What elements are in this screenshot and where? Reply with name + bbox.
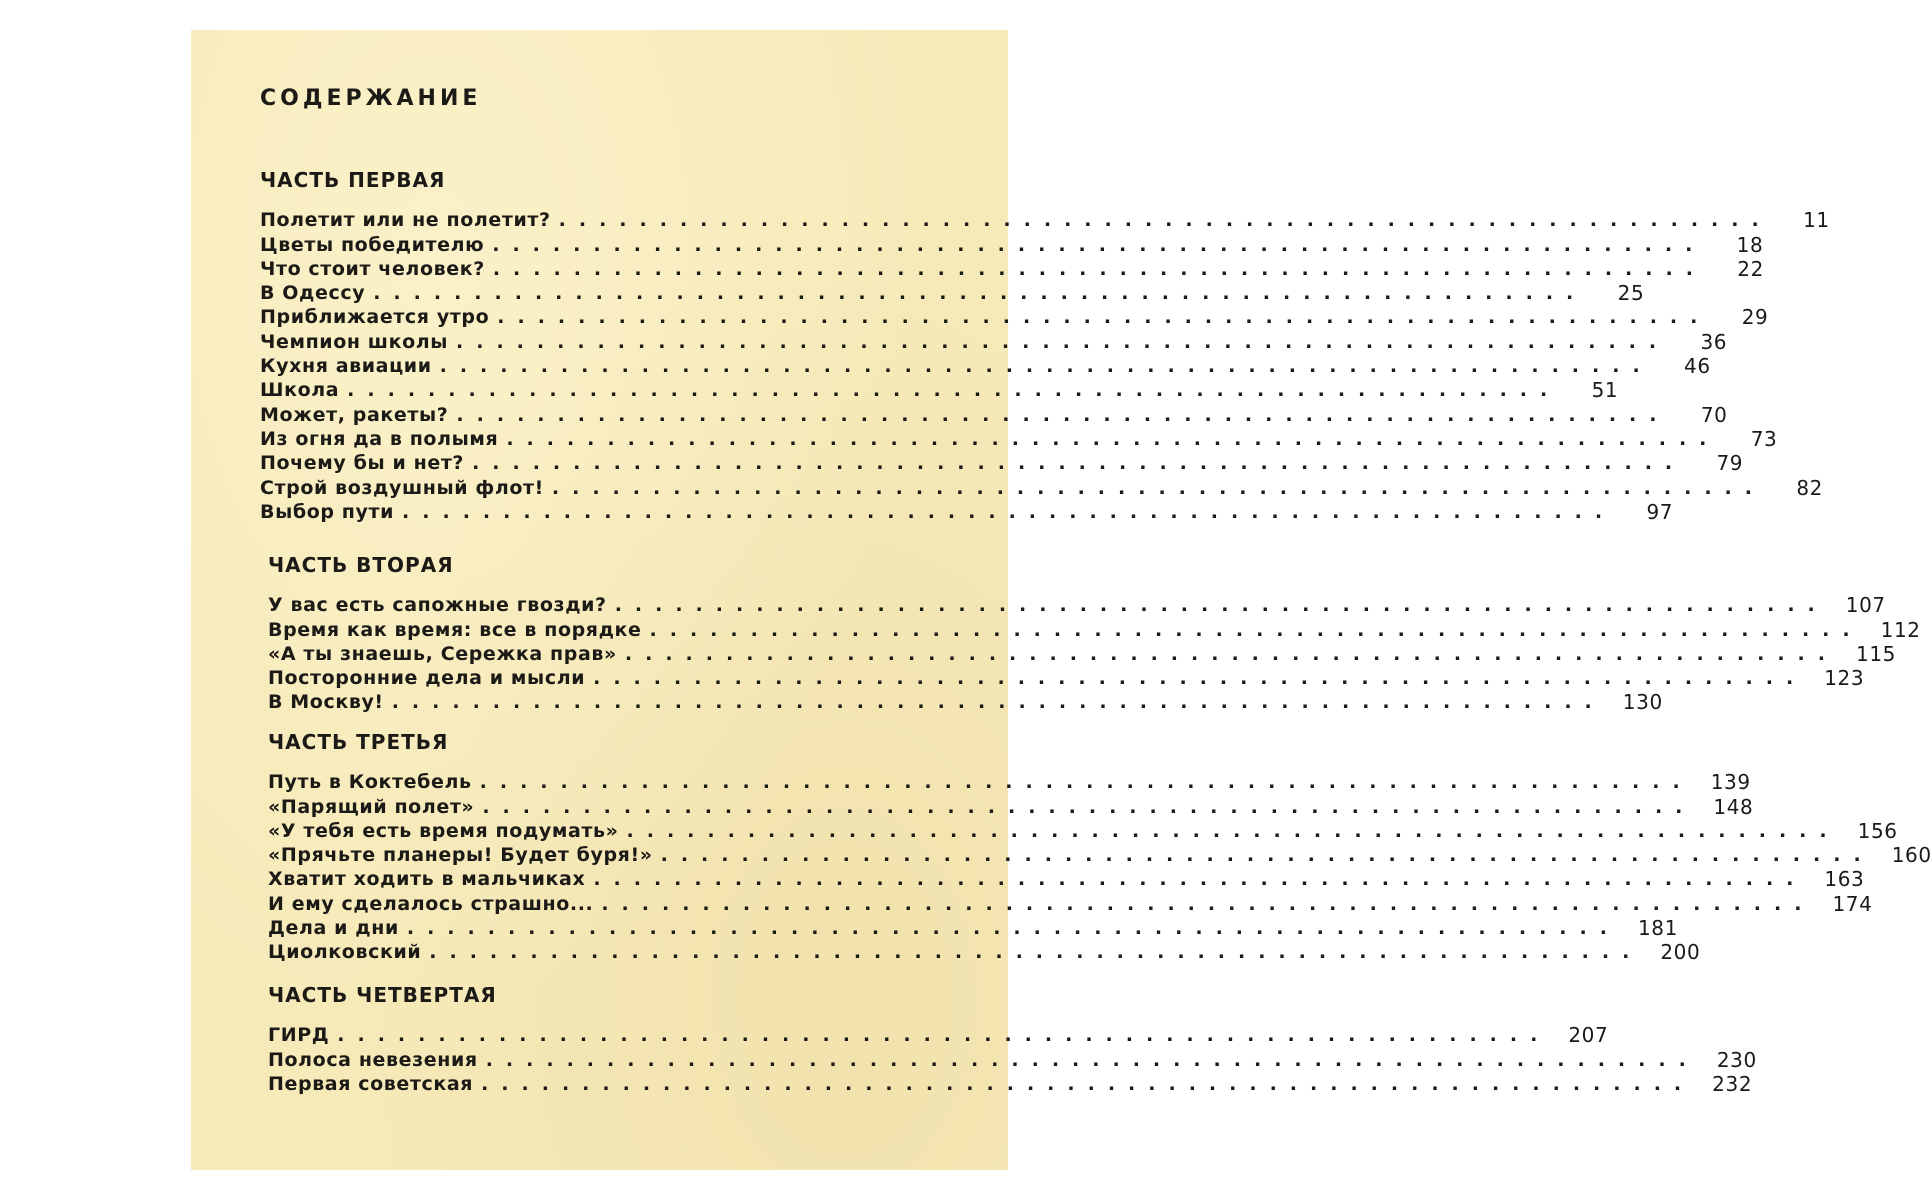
toc-entry: [268, 1046, 1757, 1072]
toc-entry-title: Школа: [260, 379, 340, 402]
toc-page-number: 29: [1741, 305, 1769, 330]
toc-entry-title: Полоса невезения: [268, 1048, 478, 1071]
toc-page-number: 97: [1646, 499, 1674, 524]
toc-entry-title: Из огня да в полымя: [260, 427, 499, 450]
toc-page-number: 107: [1845, 593, 1886, 618]
toc-entry: [268, 665, 1865, 691]
toc-entry-title: Цветы победителю: [260, 233, 485, 256]
toc-entry: [268, 939, 1701, 965]
dot-leader: ............................................................: [626, 819, 1840, 842]
toc-entry-title: Выбор пути: [260, 500, 395, 523]
toc-entry-title: «Парящий полет»: [268, 795, 475, 818]
dot-leader: ............................................................: [482, 795, 1696, 818]
toc-entry: [260, 377, 1619, 403]
dot-leader: ............................................................: [485, 1048, 1699, 1071]
dot-leader: ............................................................: [497, 306, 1711, 329]
toc-entry: [260, 426, 1778, 451]
dot-leader: ............................................................: [391, 691, 1605, 714]
toc-entry: [268, 890, 1873, 916]
toc-page-number: 139: [1710, 770, 1751, 795]
toc-page-number: 163: [1824, 867, 1865, 892]
toc-entry-title: Циолковский: [268, 941, 422, 964]
toc-page-number: 25: [1617, 281, 1645, 306]
toc-entry-title: Хватит ходить в мальчиках: [268, 868, 586, 891]
toc-entry-title: В Одессу: [260, 282, 366, 305]
toc-page-number: 200: [1660, 940, 1701, 965]
toc-entry: [260, 231, 1764, 257]
part-heading: ЧАСТЬ ПЕРВАЯ: [260, 168, 446, 192]
toc-entry: [260, 353, 1711, 379]
toc-page-number: 22: [1737, 256, 1764, 281]
dot-leader: ............................................................: [614, 594, 1828, 617]
dot-leader: ............................................................: [649, 618, 1863, 641]
toc-part-3: [268, 727, 1932, 965]
page-title: СОДЕРЖАНИЕ: [260, 86, 482, 111]
toc-entry: [268, 592, 1886, 618]
toc-entry: [260, 304, 1769, 330]
dot-leader: ............................................................: [373, 282, 1587, 305]
toc-entry: [268, 915, 1678, 941]
dot-leader: ............................................................: [439, 355, 1653, 378]
dot-leader: ............................................................: [660, 844, 1874, 867]
toc-entry: [268, 641, 1896, 666]
dot-leader: ............................................................: [337, 1024, 1551, 1047]
toc-page-number: 207: [1568, 1023, 1609, 1048]
dot-leader: ............................................................: [402, 500, 1616, 523]
toc-entry-title: Может, ракеты?: [260, 403, 449, 426]
toc-entry-title: «Прячьте планеры! Будет буря!»: [268, 844, 653, 867]
toc-entry: [268, 689, 1663, 715]
toc-page-number: 232: [1712, 1071, 1753, 1096]
toc-entry: [268, 769, 1751, 795]
dot-leader: ............................................................: [624, 642, 1838, 665]
part-heading: ЧАСТЬ ВТОРАЯ: [268, 553, 454, 577]
toc-page-number: 70: [1700, 402, 1728, 427]
toc-entry-title: Кухня авиации: [260, 355, 432, 378]
toc-entry: [260, 328, 1728, 354]
part-heading: ЧАСТЬ ЧЕТВЕРТАЯ: [268, 983, 497, 1007]
toc-entry: [260, 280, 1645, 306]
dot-leader: ............................................................: [479, 771, 1693, 794]
toc-entry-title: Полетит или не полетит?: [260, 209, 551, 232]
toc-page-number: 36: [1700, 329, 1728, 354]
toc-page-number: 11: [1803, 208, 1830, 233]
toc-page-number: 79: [1716, 451, 1744, 476]
toc-part-2: [268, 550, 1921, 715]
dot-leader: ............................................................: [492, 257, 1706, 280]
dot-leader: ............................................................: [456, 403, 1670, 426]
toc-page-number: 123: [1824, 666, 1865, 691]
dot-leader: ............................................................: [492, 233, 1706, 256]
toc-entry-list: [268, 769, 1932, 965]
toc-part-4: [268, 980, 1757, 1096]
toc-entry-title: Дела и дни: [268, 917, 399, 940]
toc-page-number: 73: [1750, 426, 1778, 451]
dot-leader: ............................................................: [593, 667, 1807, 690]
toc-entry: [268, 1071, 1753, 1096]
toc-page-number: 51: [1591, 378, 1619, 403]
dot-leader: ............................................................: [506, 427, 1720, 450]
toc-entry: [260, 474, 1823, 500]
toc-entry: [268, 818, 1898, 843]
toc-entry-title: Чемпион школы: [260, 330, 449, 353]
toc-entry-title: В Москву!: [268, 691, 384, 714]
dot-leader: ............................................................: [347, 379, 1561, 402]
toc-entry: [260, 256, 1764, 281]
dot-leader: ............................................................: [593, 868, 1807, 891]
toc-entry: [260, 401, 1728, 427]
dot-leader: ............................................................: [472, 452, 1686, 475]
dot-leader: ............................................................: [601, 892, 1815, 915]
toc-entry-title: «У тебя есть время подумать»: [268, 819, 619, 842]
toc-entry: [268, 1022, 1609, 1048]
toc-page-number: 18: [1736, 232, 1764, 257]
dot-leader: ............................................................: [406, 917, 1620, 940]
part-heading: ЧАСТЬ ТРЕТЬЯ: [268, 730, 449, 754]
toc-entry-title: У вас есть сапожные гвозди?: [268, 594, 607, 617]
toc-entry-title: ГИРД: [268, 1024, 330, 1047]
toc-entry-title: «А ты знаешь, Сережка прав»: [268, 642, 617, 665]
toc-entry: [268, 866, 1865, 892]
toc-entry-title: Почему бы и нет?: [260, 452, 465, 475]
toc-entry-title: Время как время: все в порядке: [268, 618, 642, 641]
toc-entry-title: И ему сделалось страшно...: [268, 892, 594, 915]
toc-entry-title: Путь в Коктебель: [268, 771, 472, 794]
toc-entry: [260, 207, 1830, 233]
toc-page-number: 130: [1622, 690, 1663, 715]
toc-entry: [260, 499, 1674, 524]
toc-entry-list: [268, 592, 1921, 715]
dot-leader: ............................................................: [429, 941, 1643, 964]
toc-entry: [268, 842, 1932, 868]
toc-entry: [268, 793, 1754, 819]
toc-page-number: 181: [1637, 916, 1678, 941]
toc-part-1: [260, 165, 1830, 524]
book-page: [191, 30, 1932, 1170]
toc-entry-list: [268, 1022, 1757, 1096]
toc-page-number: 46: [1684, 354, 1711, 379]
toc-page-number: 82: [1796, 475, 1823, 500]
toc-entry-list: [260, 207, 1830, 524]
toc-entry-title: Приближается утро: [260, 306, 490, 329]
dot-leader: ............................................................: [456, 330, 1670, 353]
dot-leader: ............................................................: [558, 209, 1772, 232]
dot-leader: ............................................................: [551, 476, 1765, 499]
toc-page-number: 174: [1832, 891, 1873, 916]
toc-entry-title: Что стоит человек?: [260, 257, 485, 280]
toc-page-number: 148: [1713, 794, 1754, 819]
toc-entry-title: Посторонние дела и мысли: [268, 667, 586, 690]
toc-page-number: 230: [1716, 1047, 1757, 1072]
toc-entry-title: Первая советская: [268, 1072, 474, 1095]
dot-leader: ............................................................: [481, 1072, 1695, 1095]
toc-entry: [268, 616, 1921, 642]
toc-page-number: 112: [1880, 617, 1921, 642]
toc-entry: [260, 450, 1744, 476]
toc-page-number: 156: [1857, 818, 1898, 843]
toc-page-number: 160: [1891, 843, 1932, 868]
toc-entry-title: Строй воздушный флот!: [260, 476, 544, 499]
toc-page-number: 115: [1856, 641, 1896, 666]
